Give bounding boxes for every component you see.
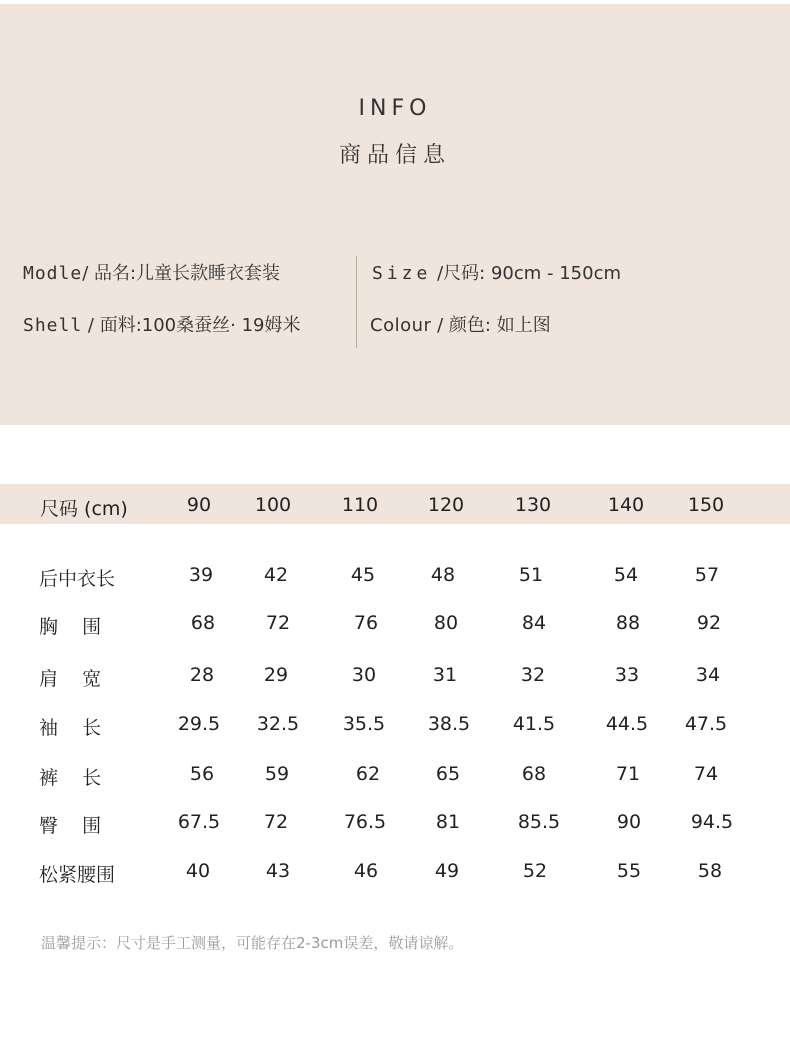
table-cell: 72 — [263, 811, 289, 833]
table-cell: 52 — [522, 860, 548, 882]
table-cell: 74 — [693, 763, 719, 785]
size-header-cell: 110 — [341, 494, 379, 516]
table-cell: 71 — [615, 763, 641, 785]
table-cell: 67.5 — [177, 811, 221, 833]
table-cell: 33 — [614, 664, 640, 686]
table-row-label: 后中衣长 — [39, 568, 116, 590]
table-cell: 29 — [263, 664, 289, 686]
table-cell: 35.5 — [342, 713, 386, 735]
size-header-cell: 120 — [427, 494, 465, 516]
table-cell: 90 — [616, 811, 642, 833]
table-cell: 57 — [694, 564, 720, 586]
table-row-label: 肩 宽 — [39, 668, 102, 690]
table-cell: 88 — [615, 612, 641, 634]
size-header-cell: 90 — [186, 494, 212, 516]
table-cell: 45 — [350, 564, 376, 586]
table-cell: 58 — [697, 860, 723, 882]
table-cell: 65 — [435, 763, 461, 785]
spec-model-label: Modle — [23, 263, 83, 284]
spec-colour — [370, 311, 551, 337]
table-cell: 38.5 — [427, 713, 471, 735]
table-row-label: 胸 围 — [39, 616, 102, 638]
table-cell: 92 — [696, 612, 722, 634]
spec-size — [372, 259, 621, 285]
table-cell: 39 — [188, 564, 214, 586]
table-cell: 81 — [435, 811, 461, 833]
table-cell: 44.5 — [605, 713, 649, 735]
table-row-label: 松紧腰围 — [39, 864, 116, 886]
size-header-label: 尺码 (cm) — [40, 498, 128, 520]
table-cell: 49 — [434, 860, 460, 882]
table-cell: 31 — [432, 664, 458, 686]
table-cell: 80 — [433, 612, 459, 634]
size-header-cell: 140 — [607, 494, 645, 516]
info-subtitle: 商品信息 — [338, 143, 451, 168]
spec-divider — [356, 256, 357, 348]
size-header-cell: 100 — [254, 494, 292, 516]
table-cell: 94.5 — [690, 811, 734, 833]
table-cell: 85.5 — [517, 811, 561, 833]
info-panel — [0, 4, 790, 425]
spec-model-value: / 品名:儿童长款睡衣套装 — [82, 263, 281, 284]
table-cell: 41.5 — [512, 713, 556, 735]
table-cell: 55 — [616, 860, 642, 882]
table-cell: 34 — [695, 664, 721, 686]
table-cell: 43 — [265, 860, 291, 882]
info-title: INFO — [358, 96, 432, 121]
spec-size-label: Size — [372, 263, 432, 284]
table-cell: 56 — [189, 763, 215, 785]
table-cell: 51 — [518, 564, 544, 586]
table-row-label: 袖 长 — [39, 717, 102, 739]
table-row-label: 臀 围 — [39, 815, 102, 837]
table-cell: 84 — [521, 612, 547, 634]
table-cell: 54 — [613, 564, 639, 586]
spec-model — [23, 259, 280, 285]
table-row-label: 裤 长 — [39, 767, 102, 789]
table-cell: 28 — [189, 664, 215, 686]
table-cell: 59 — [264, 763, 290, 785]
table-cell: 40 — [185, 860, 211, 882]
spec-size-value: /尺码: 90cm - 150cm — [437, 263, 622, 284]
table-cell: 46 — [353, 860, 379, 882]
table-cell: 68 — [190, 612, 216, 634]
table-cell: 72 — [265, 612, 291, 634]
table-cell: 47.5 — [684, 713, 728, 735]
table-cell: 48 — [430, 564, 456, 586]
spec-shell-value: / 面料:100桑蚕丝· 19姆米 — [87, 315, 301, 336]
spec-shell-label: Shell — [23, 315, 83, 336]
spec-shell — [23, 311, 300, 337]
table-cell: 30 — [351, 664, 377, 686]
table-cell: 68 — [521, 763, 547, 785]
measurement-note: 温馨提示：尺寸是手工测量，可能存在2-3cm误差，敬请谅解。 — [41, 934, 464, 952]
spec-colour-label: Colour — [370, 315, 432, 336]
spec-colour-value: / 颜色: 如上图 — [437, 315, 551, 336]
table-cell: 76.5 — [343, 811, 387, 833]
table-cell: 29.5 — [177, 713, 221, 735]
size-header-cell: 150 — [687, 494, 725, 516]
table-cell: 32.5 — [256, 713, 300, 735]
table-cell: 62 — [355, 763, 381, 785]
table-cell: 42 — [263, 564, 289, 586]
table-cell: 32 — [520, 664, 546, 686]
size-header-cell: 130 — [514, 494, 552, 516]
table-cell: 76 — [353, 612, 379, 634]
